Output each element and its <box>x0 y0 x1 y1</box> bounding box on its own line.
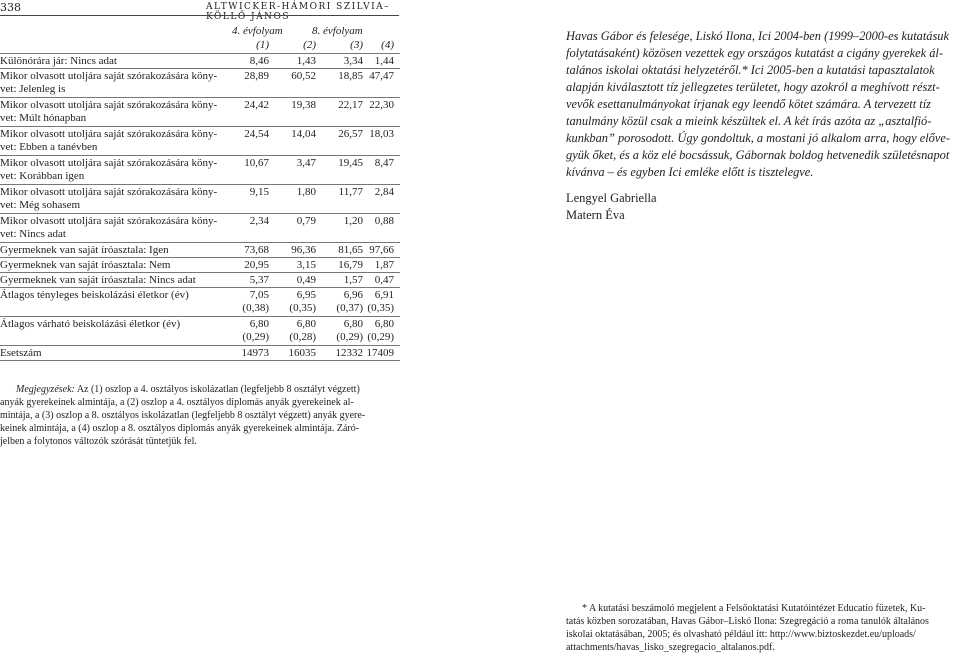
cell-value: 24,54 <box>244 128 269 140</box>
cell-value: 0,47 <box>374 274 394 286</box>
cell-value: 60,52 <box>291 70 316 82</box>
dedication-line: talános iskolai oktatási helyzetéről.* Ici 2005-ben a kutatási tapasztalatok <box>566 63 935 77</box>
table-bottom-rule <box>0 360 400 362</box>
notes-text: Az (1) oszlop a 4. osztályos iskolázatlan (legfeljebb 8 osztályt végzett) <box>76 384 360 395</box>
cell-value: 24,42 <box>244 99 269 111</box>
cell-value: 20,95 <box>244 259 269 271</box>
cell-std-dev: (0,29) <box>242 331 269 343</box>
dedication-line: Havas Gábor és felesége, Liskó Ilona, Ici 2004-ben (1999–2000-es kutatásuk <box>566 29 950 43</box>
cell-value: 3,34 <box>343 55 363 67</box>
row-rule <box>0 272 400 273</box>
table-row <box>0 55 400 68</box>
table-row <box>0 289 400 316</box>
table-row <box>0 274 400 287</box>
dedication-line: kívánva – és egyben Ici emléke előtt is tisztelegve. <box>566 165 814 179</box>
row-label: vet: Jelenleg is <box>0 83 66 95</box>
row-rule <box>0 287 400 288</box>
row-rule <box>0 97 400 98</box>
table-row <box>0 186 400 213</box>
cell-value: 73,68 <box>244 244 269 256</box>
group-header-grade8: 8. évfolyam <box>312 25 363 37</box>
cell-value: 1,43 <box>296 55 316 67</box>
cell-value: 8,47 <box>374 157 394 169</box>
cell-std-dev: (0,38) <box>242 302 269 314</box>
signatures <box>566 190 657 224</box>
row-label: Gyermeknek van saját íróasztala: Nincs adat <box>0 274 196 286</box>
cell-value: 1,44 <box>374 55 394 67</box>
table-group-header-row <box>0 25 400 39</box>
row-rule <box>0 257 400 258</box>
cell-std-dev: (0,29) <box>336 331 363 343</box>
row-label: vet: Ebben a tanévben <box>0 141 98 153</box>
cell-value: 6,95 <box>296 289 316 301</box>
cell-value: 28,89 <box>244 70 269 82</box>
footnote-line: attachments/havas_lisko_szegregacio_altalanos.pdf. <box>566 642 775 653</box>
table-column-number-row <box>0 39 400 53</box>
cell-value: 5,37 <box>249 274 269 286</box>
row-rule <box>0 53 400 54</box>
cell-value: 26,57 <box>338 128 363 140</box>
notes-line: jelben a folytonos változók szórását tüntetjük fel. <box>0 436 197 447</box>
row-rule <box>0 126 400 127</box>
cell-value: 0,49 <box>296 274 316 286</box>
cell-value: 6,80 <box>296 318 316 330</box>
dedication-line: vevők esettanulmányokat írjanak egy leendő kötet számára. A tervezett tíz <box>566 97 931 111</box>
row-label: vet: Nincs adat <box>0 228 66 240</box>
cell-value: 81,65 <box>338 244 363 256</box>
signature-name: Matern Éva <box>566 208 625 222</box>
row-rule <box>0 213 400 214</box>
row-label: Esetszám <box>0 347 42 359</box>
row-label: Mikor olvasott utoljára saját szórakozására köny- <box>0 157 218 169</box>
dedication-line: folytatásaként) közösen vezettek egy országos kutatást a cigány gyerekek ál- <box>566 46 943 60</box>
dedication-line: alapján kiválasztott tíz jellegzetes területet, hogy azokról a meghívott részt- <box>566 80 940 94</box>
column-number: (3) <box>350 39 363 51</box>
dedication-paragraph <box>566 28 956 181</box>
cell-value: 1,57 <box>343 274 363 286</box>
footnote <box>566 602 956 654</box>
row-rule <box>0 360 400 361</box>
cell-value: 0,88 <box>374 215 394 227</box>
row-rule <box>0 155 400 156</box>
cell-std-dev: (0,35) <box>289 302 316 314</box>
table-row <box>0 99 400 126</box>
cell-value: 2,34 <box>249 215 269 227</box>
notes-line: anyák gyerekeinek almintája, a (2) oszlop a 4. osztályos diplomás anyák gyerekeinek al- <box>0 397 354 408</box>
notes-line: mintája, a (3) oszlop a 8. osztályos iskolázatlan (legfeljebb 8 osztályt végzett) anyák gyere- <box>0 410 366 421</box>
cell-value: 12332 <box>335 347 363 359</box>
cell-value: 96,36 <box>291 244 316 256</box>
row-label: vet: Korábban igen <box>0 170 85 182</box>
dedication-line: tanulmány közül csak a mieink készültek el. A két írás azóta az „asztalfió- <box>566 114 932 128</box>
table-row <box>0 128 400 155</box>
row-label: Mikor olvasott utoljára saját szórakozására köny- <box>0 215 218 227</box>
cell-value: 1,80 <box>296 186 316 198</box>
cell-value: 10,67 <box>244 157 269 169</box>
row-label: Gyermeknek van saját íróasztala: Igen <box>0 244 169 256</box>
group-header-grade4: 4. évfolyam <box>232 25 283 37</box>
cell-value: 19,45 <box>338 157 363 169</box>
signature-name: Lengyel Gabriella <box>566 191 657 205</box>
row-label: Átlagos tényleges beiskolázási életkor (év) <box>0 289 189 301</box>
row-rule <box>0 68 400 69</box>
cell-value: 18,03 <box>369 128 394 140</box>
column-number: (1) <box>256 39 269 51</box>
notes-line <box>0 383 398 396</box>
cell-value: 14973 <box>241 347 269 359</box>
table-notes <box>0 383 398 448</box>
table-row <box>0 215 400 242</box>
row-label: Mikor olvasott utoljára saját szórakozására köny- <box>0 70 218 82</box>
cell-value: 0,79 <box>296 215 316 227</box>
cell-std-dev: (0,29) <box>367 331 394 343</box>
cell-value: 14,04 <box>291 128 316 140</box>
dedication-line: gyük őket, és a köz elé bocsássuk, Gábornak boldog hetvenedik születésnapot <box>566 148 950 162</box>
cell-value: 6,80 <box>343 318 363 330</box>
cell-std-dev: (0,37) <box>336 302 363 314</box>
table-row <box>0 244 400 257</box>
cell-value: 9,15 <box>249 186 269 198</box>
cell-value: 8,46 <box>249 55 269 67</box>
cell-value: 1,87 <box>374 259 394 271</box>
cell-value: 6,91 <box>374 289 394 301</box>
row-label: vet: Még sohasem <box>0 199 81 211</box>
cell-value: 17409 <box>366 347 394 359</box>
row-rule <box>0 242 400 243</box>
row-label: Mikor olvasott utoljára saját szórakozására köny- <box>0 99 218 111</box>
page-number: 338 <box>0 1 21 14</box>
row-label: Mikor olvasott utoljára saját szórakozására köny- <box>0 186 218 198</box>
cell-std-dev: (0,28) <box>289 331 316 343</box>
footnote-line: * A kutatási beszámoló megjelent a Felsőoktatási Kutatóintézet Educatio füzetek, Ku- <box>582 603 926 614</box>
header-rule <box>0 15 399 16</box>
table-row <box>0 70 400 97</box>
row-rule <box>0 345 400 346</box>
running-head: ALTWICKER-HÁMORI SZILVIA–KÖLLŐ JÁNOS <box>206 2 391 22</box>
cell-value: 3,47 <box>296 157 316 169</box>
cell-std-dev: (0,35) <box>367 302 394 314</box>
row-label: Mikor olvasott utoljára saját szórakozására köny- <box>0 128 218 140</box>
cell-value: 16,79 <box>338 259 363 271</box>
row-rule <box>0 316 400 317</box>
column-number: (4) <box>381 39 394 51</box>
column-number: (2) <box>303 39 316 51</box>
row-rule <box>0 184 400 185</box>
cell-value: 1,20 <box>343 215 363 227</box>
row-label: Különórára jár: Nincs adat <box>0 55 117 67</box>
table-body <box>0 53 400 362</box>
cell-value: 6,80 <box>249 318 269 330</box>
running-header <box>0 0 400 22</box>
cell-value: 11,77 <box>338 186 363 198</box>
cell-value: 3,15 <box>296 259 316 271</box>
table-row <box>0 347 400 360</box>
table-row <box>0 318 400 345</box>
cell-value: 22,30 <box>369 99 394 111</box>
cell-value: 97,66 <box>369 244 394 256</box>
cell-value: 7,05 <box>249 289 269 301</box>
cell-value: 2,84 <box>374 186 394 198</box>
table-row <box>0 157 400 184</box>
cell-value: 47,47 <box>369 70 394 82</box>
notes-label: Megjegyzések: <box>16 384 75 395</box>
row-label: vet: Múlt hónapban <box>0 112 87 124</box>
row-label: Gyermeknek van saját íróasztala: Nem <box>0 259 171 271</box>
cell-value: 22,17 <box>338 99 363 111</box>
table-row <box>0 259 400 272</box>
notes-line: keinek almintája, a (4) oszlop a 8. osztályos diplomás anyák gyerekeinek almintája. Záró- <box>0 423 360 434</box>
cell-value: 19,38 <box>291 99 316 111</box>
cell-value: 6,80 <box>374 318 394 330</box>
statistics-table <box>0 25 400 362</box>
cell-value: 6,96 <box>343 289 363 301</box>
footnote-line: iskolai oktatásában, 2005; és olvasható például itt: http://www.biztoskezdet.eu/uploads/ <box>566 629 916 640</box>
row-label: Átlagos várható beiskolázási életkor (év) <box>0 318 181 330</box>
dedication-line: kunkban” porosodott. Úgy gondoltuk, a mostani jó alkalom arra, hogy előve- <box>566 131 950 145</box>
cell-value: 16035 <box>288 347 316 359</box>
cell-value: 18,85 <box>338 70 363 82</box>
footnote-line: tatás közben sorozatában, Havas Gábor–Liskó Ilona: Szegregáció a roma tanulók általános <box>566 616 929 627</box>
